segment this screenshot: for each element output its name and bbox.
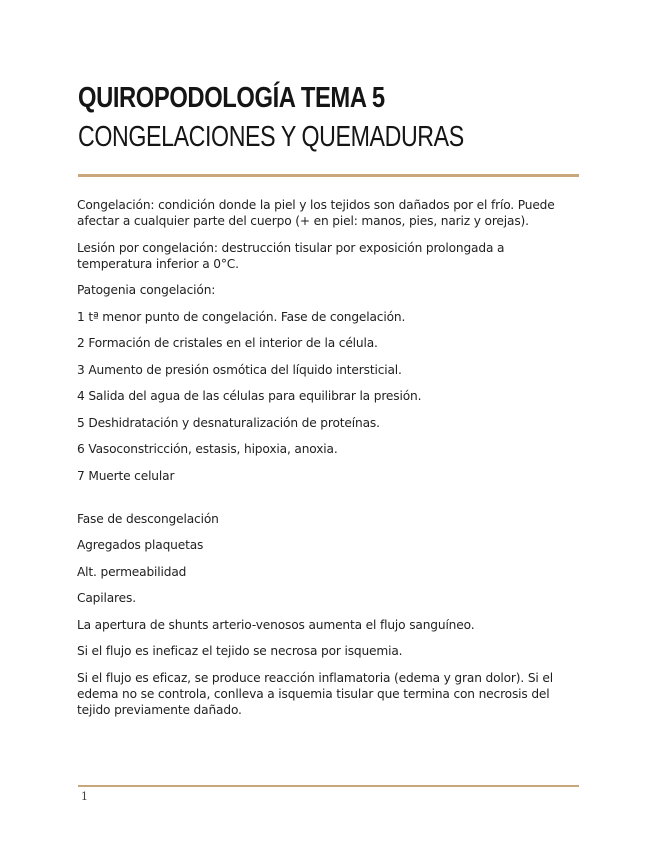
list-item-step-5: 5 Deshidratación y desnaturalización de proteínas. [77,415,380,430]
paragraph-patogenia-heading: Patogenia congelación: [77,283,216,297]
list-item-step-4: 4 Salida del agua de las células para equilibrar la presión. [77,389,422,403]
list-item-step-2: 2 Formación de cristales en el interior de la célula. [77,336,378,350]
document-title: QUIROPODOLOGÍA TEMA 5 [78,82,385,114]
paragraph-flujo-ineficaz: Si el flujo es ineficaz el tejido se necrosa por isquemia. [77,644,403,658]
list-item-step-6: 6 Vasoconstricción, estasis, hipoxia, anoxia. [77,442,338,456]
paragraph-descongelacion-heading: Fase de descongelación [77,511,219,526]
paragraph-shunts: La apertura de shunts arterio-venosos aumenta el flujo sanguíneo. [77,617,475,632]
paragraph-permeabilidad: Alt. permeabilidad [77,564,187,579]
paragraph-capilares: Capilares. [77,591,136,605]
list-item-step-1: 1 tª menor punto de congelación. Fase de congelación. [77,309,406,324]
footer-divider [78,785,579,787]
document-subtitle: CONGELACIONES Y QUEMADURAS [78,121,464,153]
list-item-step-3: 3 Aumento de presión osmótica del líquido intersticial. [77,362,402,377]
paragraph-congelacion-definicion: Congelación: condición donde la piel y los tejidos son dañados por el frío. Puede afectar a cualquier parte del cuerpo (+ en piel: manos, pies, nariz y orejas). [77,198,555,228]
page-number: 1 [81,790,88,803]
document-body [77,197,567,728]
paragraph-lesion-congelacion: Lesión por congelación: destrucción tisular por exposición prolongada a temperatura inferior a 0°C. [77,240,505,271]
paragraph-agregados: Agregados plaquetas [77,538,204,552]
list-item-step-7: 7 Muerte celular [77,468,175,483]
paragraph-flujo-eficaz: Si el flujo es eficaz, se produce reacción inflamatoria (edema y gran dolor). Si el edema no se controla, conlleva a isquemia tisular que termina con necrosis del tejido previamente dañado. [77,670,553,717]
header-divider [78,174,579,177]
